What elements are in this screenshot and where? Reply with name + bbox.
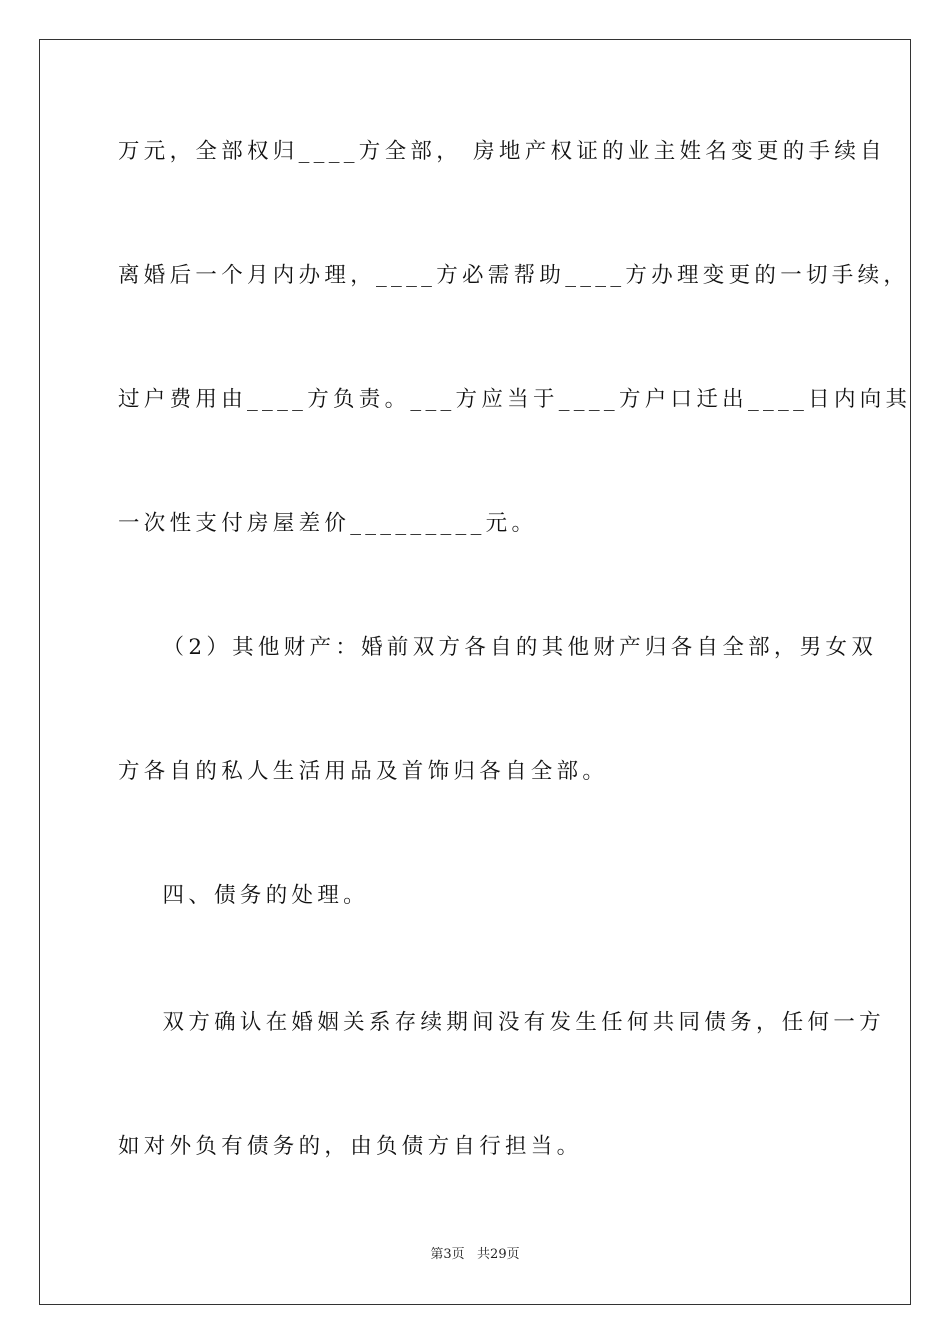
text-line: 万元，全部权归____方全部， 房地产权证的业主姓名变更的手续自 <box>118 139 886 164</box>
page-border <box>39 39 911 1305</box>
text-line: 双方确认在婚姻关系存续期间没有发生任何共同债务，任何一方 <box>118 1010 885 1035</box>
text-line: 过户费用由____方负责。___方应当于____方户口迁出____日内向其 <box>118 387 912 412</box>
page-number: 第3页 共29页 <box>430 1247 520 1262</box>
text-line: 如对外负有债务的，由负债方自行担当。 <box>118 1134 583 1159</box>
section-heading: 四、债务的处理。 <box>118 883 369 908</box>
text-line: 离婚后一个月内办理，____方必需帮助____方办理变更的一切手续， <box>118 263 910 288</box>
text-line: 方各自的私人生活用品及首饰归各自全部。 <box>118 759 609 784</box>
text-line: （2）其他财产：婚前双方各自的其他财产归各自全部，男女双 <box>118 635 878 660</box>
text-line: 一次性支付房屋差价_________元。 <box>118 511 538 536</box>
